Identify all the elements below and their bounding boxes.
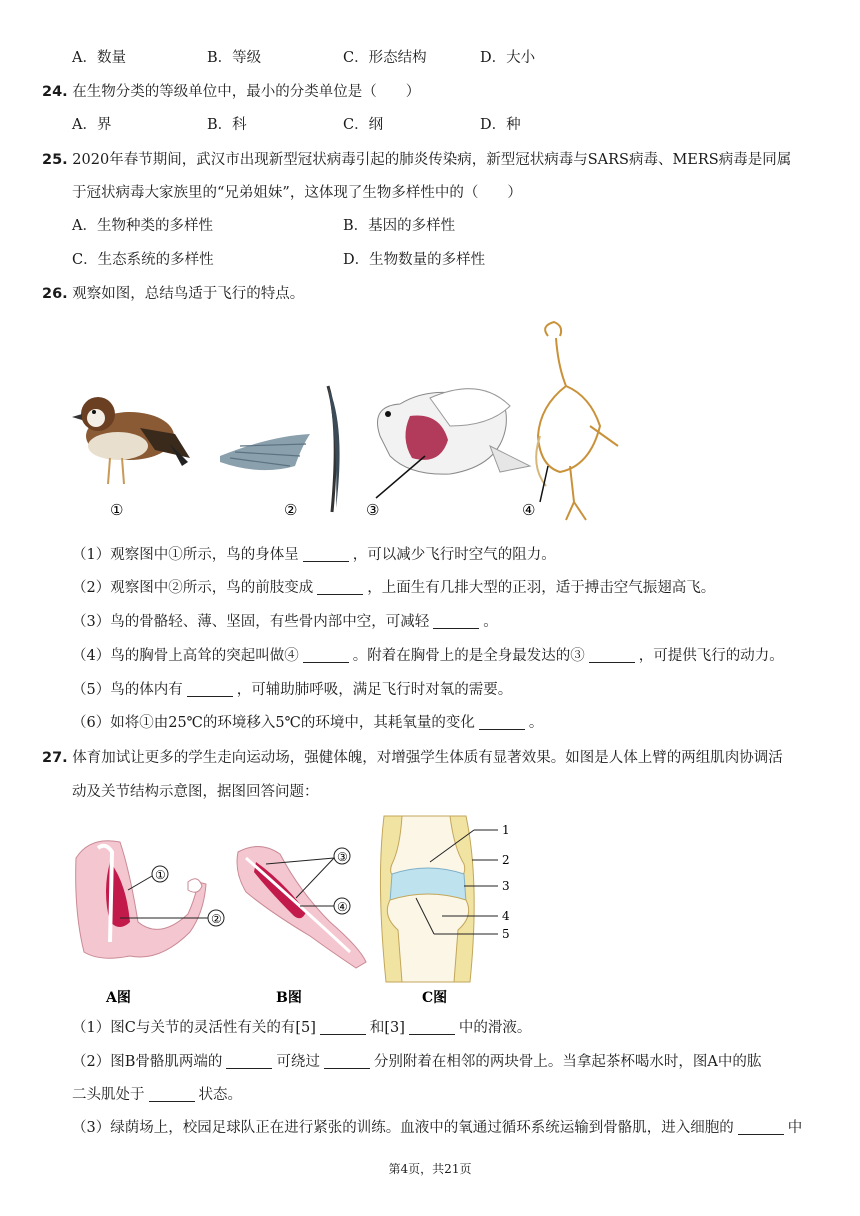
q26-sub1	[72, 545, 556, 565]
q25-stem-line1	[42, 150, 791, 170]
answer-blank[interactable]	[479, 715, 525, 730]
fig-label-1: ①	[110, 501, 124, 519]
q27-sub3	[72, 1118, 802, 1138]
q27-sub2-pre: （2）图B骨骼肌两端的	[72, 1054, 223, 1070]
q26-sub3-pre: （3）鸟的骨骼轻、薄、坚固，有些骨内部中空，可减轻	[72, 614, 430, 630]
caption-a: A图	[106, 990, 131, 1006]
q27-sub1-post: 中的滑液。	[458, 1020, 532, 1036]
fig-c-label-3: 3	[502, 879, 510, 893]
q26-sub6	[72, 713, 543, 733]
q26-sub6-pre: （6）如将①由25℃的环境移入5℃的环境中，其耗氧量的变化	[72, 715, 475, 731]
q26-sub6-post: 。	[528, 715, 544, 731]
fig-label-2: ②	[284, 501, 298, 519]
q24-option-c: C．纲	[343, 117, 384, 133]
sparrow-image	[72, 397, 190, 484]
fig-label-3: ③	[366, 501, 380, 519]
answer-blank[interactable]	[409, 1020, 455, 1035]
q27-sub1-pre: （1）图C与关节的灵活性有关的有[5]	[72, 1020, 316, 1036]
q27-sub2-post: 分别附着在相邻的两块骨上。当拿起茶杯喝水时，图A中的肱	[373, 1054, 762, 1070]
q23-option-d: D．大小	[480, 50, 536, 66]
fig-c-label-1: 1	[502, 823, 510, 837]
q23-option-b: B．等级	[207, 50, 262, 66]
fig-c-label-2: 2	[502, 853, 510, 867]
q27-stem-1: 体育加试让更多的学生走向运动场，强健体魄，对增强学生体质有显著效果。如图是人体上臂的两组肌肉协调活	[72, 750, 783, 766]
q25-stem-2: 于冠状病毒大家族里的“兄弟姐妹”，这体现了生物多样性中的（ ）	[72, 185, 522, 201]
q26-stem: 观察如图，总结鸟适于飞行的特点。	[72, 286, 305, 302]
q23-option-c: C．形态结构	[343, 50, 427, 66]
q25-option-d: D．生物数量的多样性	[343, 252, 486, 268]
page-footer: 第4页，共21页	[388, 1162, 472, 1176]
q25-number: 25.	[42, 152, 68, 168]
q25-option-a: A．生物种类的多样性	[72, 218, 213, 234]
q27-sub3-post: 中	[787, 1120, 803, 1136]
fig-b-label-3: ③	[337, 850, 348, 864]
q26-sub1-pre: （1）观察图中①所示，鸟的身体呈	[72, 547, 299, 563]
q25-option-c: C．生态系统的多样性	[72, 252, 214, 268]
answer-blank[interactable]	[433, 614, 479, 629]
answer-blank[interactable]	[317, 580, 363, 595]
arm-joint-figure	[70, 812, 530, 1008]
caption-b: B图	[276, 990, 302, 1006]
q26-sub2-post: ，上面生有几排大型的正羽，适于搏击空气振翅高飞。	[367, 580, 716, 596]
arm-flexed-image	[76, 841, 224, 959]
answer-blank[interactable]	[324, 1054, 370, 1069]
q26-sub3	[72, 612, 498, 632]
q27-sub1	[72, 1018, 531, 1038]
fig-a-label-1: ①	[155, 868, 166, 882]
fig-label-4: ④	[522, 501, 536, 519]
answer-blank[interactable]	[226, 1054, 272, 1069]
q26-sub4	[72, 646, 784, 666]
pigeon-muscles-image	[376, 389, 530, 498]
q26-sub5	[72, 680, 512, 700]
arm-extended-image	[237, 846, 366, 968]
fig-c-label-5: 5	[502, 927, 510, 941]
answer-blank[interactable]	[187, 682, 233, 697]
q23-option-a: A．数量	[72, 50, 126, 66]
q26-sub4-post: ，可提供飞行的动力。	[638, 648, 784, 664]
q24-option-d: D．种	[480, 117, 521, 133]
fig-b-label-4: ④	[337, 900, 348, 914]
q27-sub2-line2-post: 状态。	[198, 1087, 242, 1103]
answer-blank[interactable]	[738, 1120, 784, 1135]
q26-sub5-pre: （5）鸟的体内有	[72, 682, 183, 698]
answer-blank[interactable]	[303, 547, 349, 562]
answer-blank[interactable]	[303, 648, 349, 663]
q27-sub2-line2-pre: 二头肌处于	[72, 1087, 145, 1103]
q27-sub3-pre: （3）绿荫场上，校园足球队正在进行紧张的训练。血液中的氧通过循环系统运输到骨骼肌，进入细胞的	[72, 1120, 734, 1136]
fig-a-label-2: ②	[211, 912, 222, 926]
knee-joint-image	[380, 816, 510, 982]
answer-blank[interactable]	[589, 648, 635, 663]
q26-sub5-post: ，可辅助肺呼吸，满足飞行时对氧的需要。	[236, 682, 513, 698]
wing-image	[220, 386, 340, 512]
q24-option-b: B．科	[207, 117, 247, 133]
q27-sub1-mid: 和[3]	[369, 1020, 405, 1036]
q26-number: 26.	[42, 286, 68, 302]
q26-sub4-mid: 。附着在胸骨上的是全身最发达的③	[352, 648, 585, 664]
q25-option-b: B．基因的多样性	[343, 218, 456, 234]
q24-stem: 在生物分类的等级单位中，最小的分类单位是（ ）	[72, 84, 421, 100]
q26-sub1-post: ，可以减少飞行时空气的阻力。	[352, 547, 556, 563]
q27-stem-line1	[42, 748, 783, 768]
q25-stem-1: 2020年春节期间，武汉市出现新型冠状病毒引起的肺炎传染病，新型冠状病毒与SARS病毒、MERS病毒是同属	[72, 152, 792, 168]
answer-blank[interactable]	[149, 1087, 195, 1102]
fig-c-label-4: 4	[502, 909, 510, 923]
caption-c: C图	[422, 990, 448, 1006]
skeleton-image	[536, 322, 618, 520]
q26-sub3-post: 。	[483, 614, 498, 630]
q26-sub2-pre: （2）观察图中②所示，鸟的前肢变成	[72, 580, 314, 596]
q27-stem-2: 动及关节结构示意图，据图回答问题：	[72, 784, 319, 800]
q27-sub2-mid: 可绕过	[276, 1054, 320, 1070]
q27-sub2-line1	[72, 1052, 761, 1072]
q26-sub4-pre: （4）鸟的胸骨上高耸的突起叫做④	[72, 648, 299, 664]
q26-stem-line	[42, 284, 304, 304]
q24-option-a: A．界	[72, 117, 112, 133]
q26-sub2	[72, 578, 715, 598]
bird-figure	[70, 316, 650, 530]
answer-blank[interactable]	[320, 1020, 366, 1035]
q27-sub2-line2	[72, 1085, 242, 1105]
q27-number: 27.	[42, 750, 68, 766]
q24-number: 24.	[42, 84, 68, 100]
q24-stem-line	[42, 82, 420, 102]
